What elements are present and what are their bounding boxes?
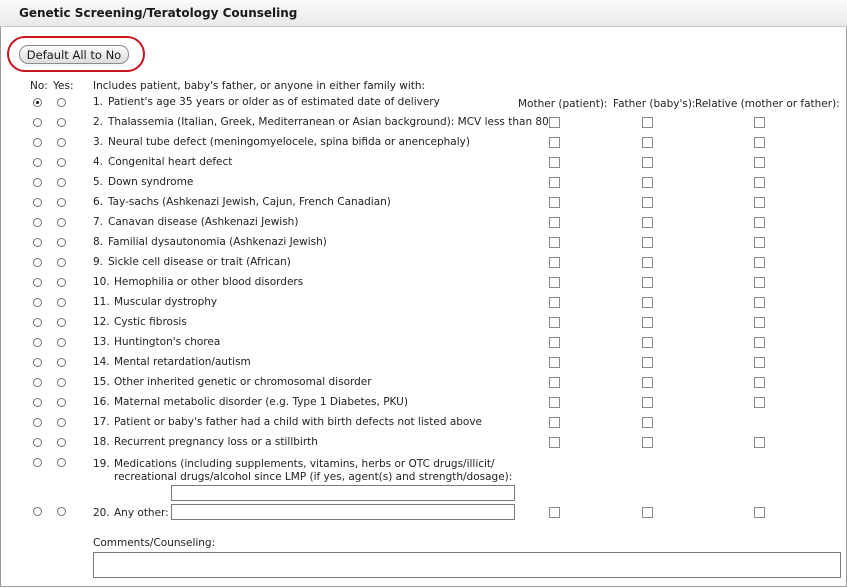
q11-yes-radio[interactable] [57,298,66,307]
q11-relative-checkbox[interactable] [754,297,765,308]
q20-yes-radio[interactable] [57,507,66,516]
q7-no-radio[interactable] [33,218,42,227]
q8-text: Familial dysautonomia (Ashkenazi Jewish) [108,236,327,248]
q1-no-radio[interactable] [33,98,42,107]
q7-relative-checkbox[interactable] [754,217,765,228]
q2-text: Thalassemia (Italian, Greek, Mediterranean or Asian background): MCV less than 80 [108,116,549,128]
q13-mother-checkbox[interactable] [549,337,560,348]
q16-yes-radio[interactable] [57,398,66,407]
q10-father-checkbox[interactable] [642,277,653,288]
q8-no-radio[interactable] [33,238,42,247]
q17-number: 17. [93,416,110,428]
q8-number: 8. [93,236,104,248]
no-column-label: No: [30,80,48,92]
q8-father-checkbox[interactable] [642,237,653,248]
q1-number: 1. [93,96,104,108]
q6-number: 6. [93,196,104,208]
q16-mother-checkbox[interactable] [549,397,560,408]
father-column-label: Father (baby's): [613,98,696,110]
q17-yes-radio[interactable] [57,418,66,427]
q17-father-checkbox[interactable] [642,417,653,428]
q7-yes-radio[interactable] [57,218,66,227]
medications-input[interactable] [171,485,515,501]
q12-no-radio[interactable] [33,318,42,327]
q7-number: 7. [93,216,104,228]
q19-no-radio[interactable] [33,458,42,467]
q4-mother-checkbox[interactable] [549,157,560,168]
q19-yes-radio[interactable] [57,458,66,467]
q2-father-checkbox[interactable] [642,117,653,128]
q2-relative-checkbox[interactable] [754,117,765,128]
q9-text: Sickle cell disease or trait (African) [108,256,291,268]
q13-father-checkbox[interactable] [642,337,653,348]
any-other-input[interactable] [171,504,515,520]
q6-mother-checkbox[interactable] [549,197,560,208]
q9-number: 9. [93,256,104,268]
q15-relative-checkbox[interactable] [754,377,765,388]
q18-father-checkbox[interactable] [642,437,653,448]
q11-mother-checkbox[interactable] [549,297,560,308]
q18-relative-checkbox[interactable] [754,437,765,448]
q13-no-radio[interactable] [33,338,42,347]
yes-column-label: Yes: [53,80,74,92]
q6-father-checkbox[interactable] [642,197,653,208]
q6-text: Tay-sachs (Ashkenazi Jewish, Cajun, French Canadian) [108,196,391,208]
default-all-no-button[interactable]: Default All to No [19,45,129,64]
q5-yes-radio[interactable] [57,178,66,187]
q16-number: 16. [93,396,110,408]
q19-number: 19. [93,458,110,470]
q2-yes-radio[interactable] [57,118,66,127]
q11-text: Muscular dystrophy [114,296,218,308]
q3-text: Neural tube defect (meningomyelocele, spina bifida or anencephaly) [108,136,470,148]
q17-text: Patient or baby's father had a child with birth defects not listed above [114,416,483,428]
intro-label: Includes patient, baby's father, or anyone in either family with: [93,80,426,92]
q13-relative-checkbox[interactable] [754,337,765,348]
q19-text-line1: Medications (including supplements, vitamins, herbs or OTC drugs/illicit/ [114,458,495,470]
q18-number: 18. [93,436,110,448]
q10-mother-checkbox[interactable] [549,277,560,288]
q5-text: Down syndrome [108,176,194,188]
q6-relative-checkbox[interactable] [754,197,765,208]
q10-yes-radio[interactable] [57,278,66,287]
q14-yes-radio[interactable] [57,358,66,367]
q11-father-checkbox[interactable] [642,297,653,308]
comments-textarea[interactable] [93,552,841,578]
q3-relative-checkbox[interactable] [754,137,765,148]
q5-mother-checkbox[interactable] [549,177,560,188]
q8-yes-radio[interactable] [57,238,66,247]
q19-text-line2: recreational drugs/alcohol since LMP (if yes, agent(s) and strength/dosage): [114,471,513,483]
q14-mother-checkbox[interactable] [549,357,560,368]
q20-number: 20. [93,507,110,519]
q9-yes-radio[interactable] [57,258,66,267]
q16-relative-checkbox[interactable] [754,397,765,408]
q1-text: Patient's age 35 years or older as of estimated date of delivery [108,96,440,108]
q9-father-checkbox[interactable] [642,257,653,268]
q15-number: 15. [93,376,110,388]
q11-number: 11. [93,296,110,308]
q5-no-radio[interactable] [33,178,42,187]
q9-no-radio[interactable] [33,258,42,267]
q7-text: Canavan disease (Ashkenazi Jewish) [108,216,299,228]
q5-father-checkbox[interactable] [642,177,653,188]
q17-no-radio[interactable] [33,418,42,427]
q13-yes-radio[interactable] [57,338,66,347]
q20-relative-checkbox[interactable] [754,507,765,518]
q3-father-checkbox[interactable] [642,137,653,148]
q14-father-checkbox[interactable] [642,357,653,368]
mother-column-label: Mother (patient): [518,98,608,110]
q13-text: Huntington's chorea [114,336,221,348]
q10-relative-checkbox[interactable] [754,277,765,288]
q11-no-radio[interactable] [33,298,42,307]
q4-no-radio[interactable] [33,158,42,167]
q6-no-radio[interactable] [33,198,42,207]
q20-father-checkbox[interactable] [642,507,653,518]
q7-mother-checkbox[interactable] [549,217,560,228]
q8-mother-checkbox[interactable] [549,237,560,248]
q3-mother-checkbox[interactable] [549,137,560,148]
q9-relative-checkbox[interactable] [754,257,765,268]
q16-no-radio[interactable] [33,398,42,407]
q16-father-checkbox[interactable] [642,397,653,408]
q12-mother-checkbox[interactable] [549,317,560,328]
q17-mother-checkbox[interactable] [549,417,560,428]
q15-yes-radio[interactable] [57,378,66,387]
q18-text: Recurrent pregnancy loss or a stillbirth [114,436,318,448]
q3-number: 3. [93,136,104,148]
q12-relative-checkbox[interactable] [754,317,765,328]
q18-no-radio[interactable] [33,438,42,447]
q13-number: 13. [93,336,110,348]
q4-text: Congenital heart defect [108,156,233,168]
q10-number: 10. [93,276,110,288]
q20-text: Any other: [114,507,169,519]
relative-column-label: Relative (mother or father): [695,98,840,110]
q5-relative-checkbox[interactable] [754,177,765,188]
q12-yes-radio[interactable] [57,318,66,327]
q14-number: 14. [93,356,110,368]
q15-mother-checkbox[interactable] [549,377,560,388]
q18-mother-checkbox[interactable] [549,437,560,448]
q4-yes-radio[interactable] [57,158,66,167]
q2-number: 2. [93,116,104,128]
q2-mother-checkbox[interactable] [549,117,560,128]
q15-father-checkbox[interactable] [642,377,653,388]
q12-number: 12. [93,316,110,328]
q6-yes-radio[interactable] [57,198,66,207]
comments-label: Comments/Counseling: [93,537,216,549]
q10-no-radio[interactable] [33,278,42,287]
q14-no-radio[interactable] [33,358,42,367]
q5-number: 5. [93,176,104,188]
q9-mother-checkbox[interactable] [549,257,560,268]
q10-text: Hemophilia or other blood disorders [114,276,304,288]
section-title: Genetic Screening/Teratology Counseling [19,6,298,20]
q15-no-radio[interactable] [33,378,42,387]
q8-relative-checkbox[interactable] [754,237,765,248]
q2-no-radio[interactable] [33,118,42,127]
q16-text: Maternal metabolic disorder (e.g. Type 1 Diabetes, PKU) [114,396,408,408]
q4-number: 4. [93,156,104,168]
q18-yes-radio[interactable] [57,438,66,447]
q3-yes-radio[interactable] [57,138,66,147]
q12-text: Cystic fibrosis [114,316,187,328]
q20-no-radio[interactable] [33,507,42,516]
section-header [0,0,847,27]
q15-text: Other inherited genetic or chromosomal disorder [114,376,372,388]
q12-father-checkbox[interactable] [642,317,653,328]
q3-no-radio[interactable] [33,138,42,147]
q14-text: Mental retardation/autism [114,356,251,368]
q4-relative-checkbox[interactable] [754,157,765,168]
q4-father-checkbox[interactable] [642,157,653,168]
q7-father-checkbox[interactable] [642,217,653,228]
q14-relative-checkbox[interactable] [754,357,765,368]
q1-yes-radio[interactable] [57,98,66,107]
q20-mother-checkbox[interactable] [549,507,560,518]
